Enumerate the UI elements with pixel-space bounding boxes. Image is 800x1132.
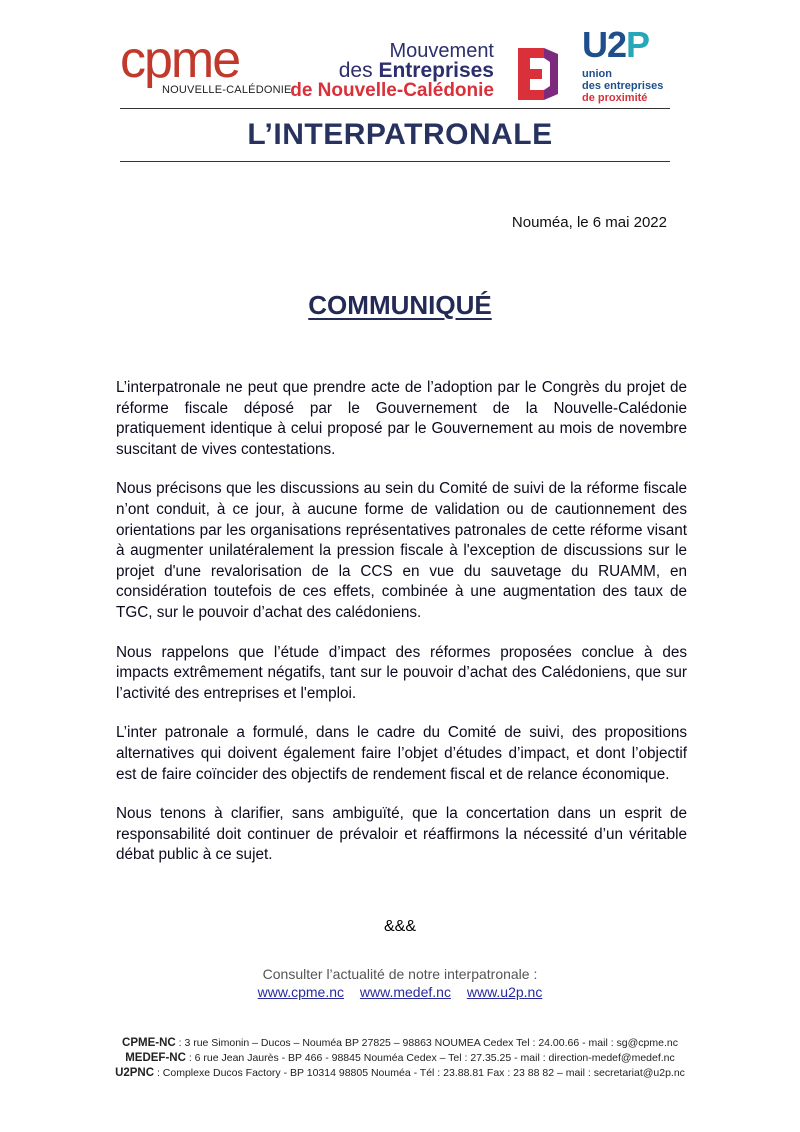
cpme-logo-wordmark: cpme [120,31,240,89]
medef-logo-line2: des Entreprises [338,59,494,82]
u2p-logo-sub3: de proximité [582,92,648,104]
link-cpme[interactable]: www.cpme.nc [257,984,345,1000]
u2p-logo-sub2: des entreprises [582,80,664,92]
separator: &&& [383,918,416,935]
medef-logo [290,40,572,110]
cpme-logo-subtitle: NOUVELLE-CALÉDONIE [162,84,292,96]
footer-line-u2p: U2PNC : Complexe Ducos Factory - BP 10314 98805 Nouméa - Tél : 23.88.81 Fax : 23 88 82 – mail : secretariat@u2p.nc [115,1067,685,1079]
link-u2p[interactable]: www.u2p.nc [466,984,543,1000]
u2p-logo-wordmark: U2P [582,24,650,65]
footer-line-cpme: CPME-NC : 3 rue Simonin – Ducos – Nouméa BP 27825 – 98863 NOUMEA Cedex Tel : 24.00.66 - mail : sg@cpme.nc [122,1037,678,1049]
dateline: Nouméa, le 6 mai 2022 [511,214,667,231]
document-body [116,378,687,885]
link-medef[interactable]: www.medef.nc [359,984,451,1000]
consult-text: Consulter l’actualité de notre interpatronale : [262,966,538,982]
header-rule-bottom [120,161,670,162]
footer-line-medef: MEDEF-NC : 6 rue Jean Jaurès - BP 466 - 98845 Nouméa Cedex – Tel : 27.35.25 - mail : direction-medef@medef.nc [125,1052,675,1064]
footer-contacts [0,1036,800,1081]
document-title: COMMUNIQUÉ [308,290,492,320]
cpme-logo [120,31,292,100]
u2p-logo-sub1: union [582,68,612,80]
paragraph: L’interpatronale ne peut que prendre acte de l’adoption par le Congrès du projet de réforme fiscale déposé par le Gouvernement de la Nouvelle-Calédonie pratiquement identique à celui proposé par le Gouvernement au mois de novembre suscitant de vives contestations. [116,379,687,458]
medef-logo-line3: de Nouvelle-Calédonie [290,80,494,101]
header-rule-top [120,108,670,109]
website-links [0,984,800,1000]
u2p-logo [580,24,680,114]
paragraph: Nous précisons que les discussions au sein du Comité de suivi de la réforme fiscale n’ont conduit, à ce jour, à aucune forme de validation ou de cautionnement des orientations par les organisations représentatives patronales de cette réforme visant à augmenter unilatéralement la pression fiscale à l'exception de discussions sur le projet d'une revalorisation de la CCS en vue du sauvetage du RUAMM, en considération toutefois de ces effets, combinée à une augmentation des taux de TGC, sur le pouvoir d’achat des calédoniens. [116,480,687,621]
medef-e-mark-icon [514,44,562,104]
paragraph: Nous rappelons que l’étude d’impact des réformes proposées conclue à des impacts extrêmement négatifs, tant sur le pouvoir d’achat des Calédoniens, que sur l’activité des entreprises et l'emploi. [116,643,687,702]
paragraph: L’inter patronale a formulé, dans le cadre du Comité de suivi, des propositions alternatives qui doivent également faire l’objet d’études d’impact, et dont l’objectif est de faire coïncider des objectifs de rendement fiscal et de relance économique. [116,724,687,783]
paragraph: Nous tenons à clarifier, sans ambiguïté, que la concertation dans un esprit de responsabilité doit continuer de prévaloir et réaffirmons la nécessité d’un véritable débat public à ce sujet. [116,805,687,864]
medef-logo-line1: Mouvement [389,40,494,62]
letterhead-title: L’INTERPATRONALE [247,118,553,151]
